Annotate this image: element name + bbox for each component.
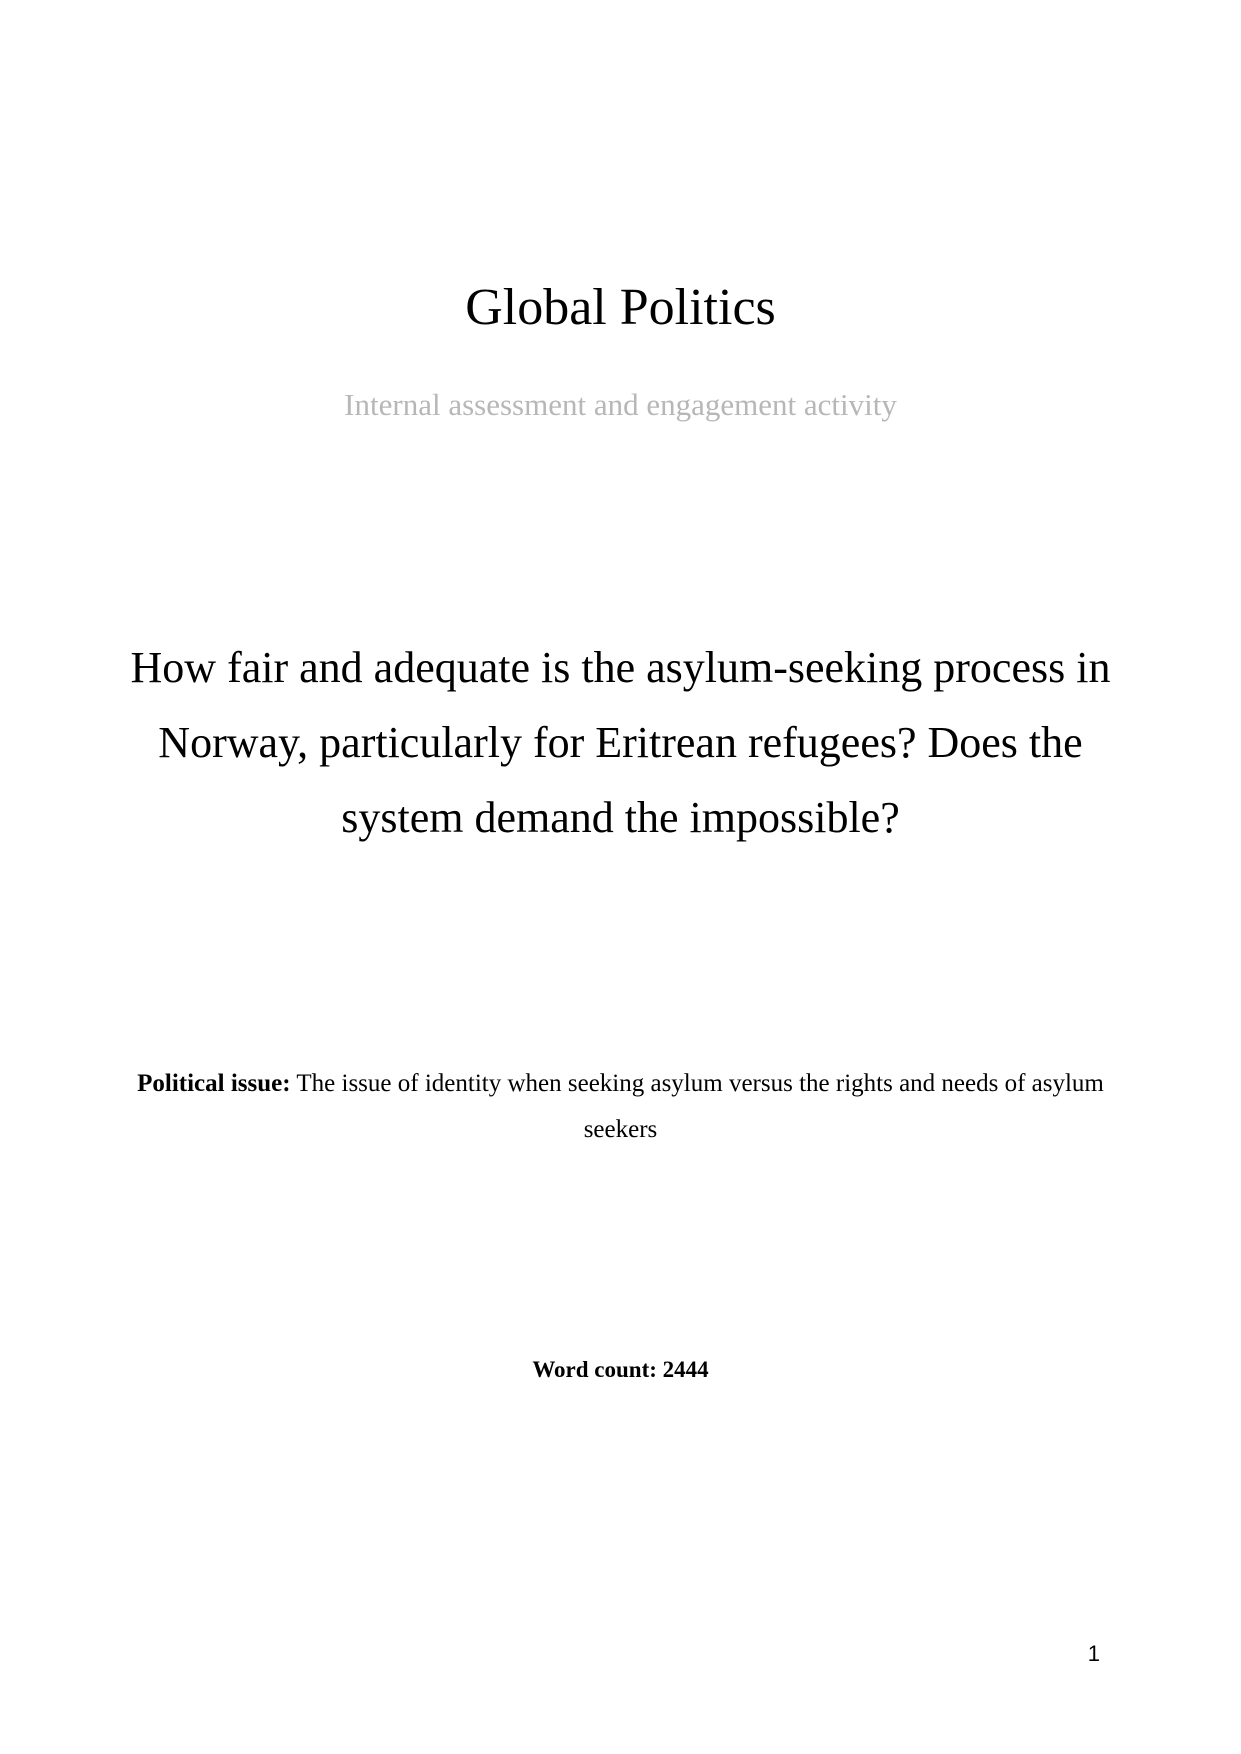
document-title: Global Politics [465, 279, 776, 336]
political-issue-label: Political issue: [137, 1070, 291, 1097]
research-question: How fair and adequate is the asylum-seeking process in Norway, particularly for Eritrean refugees? Does the system demand the impossible? [130, 643, 1111, 842]
page-number: 1 [1087, 1641, 1100, 1666]
political-issue [120, 1061, 1121, 1153]
word-count: Word count: 2444 [532, 1357, 709, 1382]
document-subtitle: Internal assessment and engagement activity [344, 387, 897, 422]
political-issue-text: The issue of identity when seeking asylum versus the rights and needs of asylum seekers [296, 1070, 1104, 1143]
